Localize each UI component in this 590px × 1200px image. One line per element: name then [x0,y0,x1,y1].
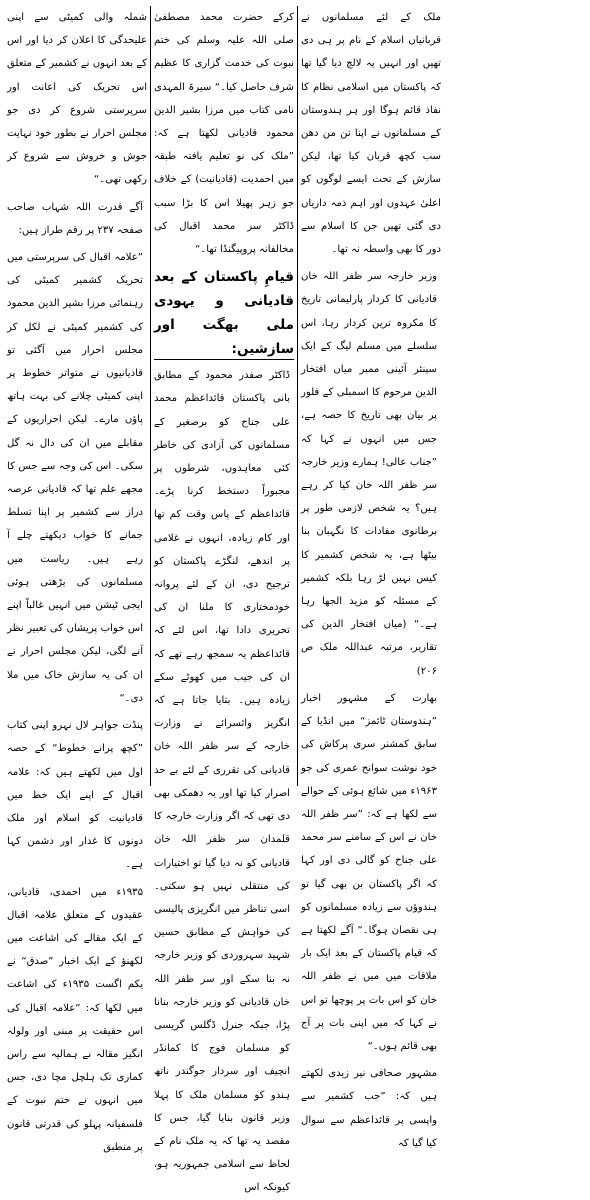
paragraph: ملک کے لئے مسلمانوں نے قربانیاں اسلام کے نام پر ہی دی تھیں اور انہیں یہ لالچ دیا گیا تھا کہ پاکستان میں اسلامی نظام کا نفاذ قائم ہوگا اور ہر ہندوستان کے مسلمانوں نے اپنا تن من دھن سب کچھ قربان کیا تھا، لیکن سازش کے تحت ایسے لوگوں کو اعلیٰ عہدوں اور اہم ذمہ داریاں دی گئی تھیں جن کا اسلام سے دور کا بھی واسطہ نہ تھا۔ [301,12,441,256]
column-divider [297,6,298,786]
paragraph: بھارت کے مشہور اخبار ”ہندوستان ٹائمز“ میں انڈیا کے سابق کمشنر سری پرکاش کی خود نوشت سوانح عمری کی جو ۱۹۶۳ء میں شائع ہوئی کے حوالے سے لکھا ہے کہ: ”سر ظفر اللہ خان نے اس کے سامنے سر محمد علی جناح کو گالی دی اور کہا کہ اگر پاکستان بن بھی گیا تو ہندوؤں سے زیادہ مسلمانوں کو ہی نقصان ہوگا۔“ آگے لکھتا ہے کہ قیام پاکستان کے بعد ایک بار ملاقات میں میں نے ظفر اللہ خان کو اس بات پر پوچھا تو اس نے کہا کہ میں اپنی بات پر آج بھی قائم ہوں۔“ [301,692,437,1052]
column-2 [151,6,297,1194]
paragraph: ۱۹۳۵ء میں احمدی، قادیانی، عقیدوں کے متعلق علامہ اقبال کے ایک مقالے کی اشاعت میں لکھنؤ کے ایک اخبار ”صدق“ نے یکم اگست ۱۹۳۵ء کی اشاعت میں لکھا کہ: ”علامہ اقبال کی اس حقیقت پر مبنی اور ولولہ انگیز مقالہ نے ہمالیہ سے راس کماری تک ہلچل مچا دی، جس میں انہوں نے ختم نبوت کے فلسفیانہ پہلو کی قدرتی قانون پر منطبق [7,886,144,1153]
paragraph: شملہ والی کمیٹی سے اپنی علیحدگی کا اعلان کر دیا اور اس کے بعد انہوں نے کشمیر کے متعلق اس تحریک کی اعانت اور سرپرستی شروع کر دی جو مجلس احرار نے بطور خود نہایت جوش و خروش سے شروع کر رکھی تھی۔“ [7,12,147,186]
paragraph: آگے قدرت اللہ شہاب صاحب صفحہ ۲۳۷ پر رقم طراز ہیں: [7,201,143,236]
column-divider [150,6,151,786]
column-3 [298,6,444,1149]
paragraph: پنڈت جواہر لال نہرو اپنی کتاب ”کچھ پرانے خطوط“ کے حصہ اول میں لکھتے ہیں کہ: علامہ اقبال کے اپنے ایک خط میں قادیانیت کو اسلام اور ملک دونوں کا غدار اور دشمن کہا ہے۔ [7,720,143,871]
paragraph: ”علامہ اقبال کی سرپرستی میں تحریک کشمیر کمیٹی کی رہنمائی مرزا بشیر الدین محمود کی کشمیر کمیٹی نے لکل کر مجلس احرار میں آگئی تو قادیانیوں نے متواتر خطوط پر اپنی کمیٹی چلانے کی بہت ہاتھ پاؤں مارے۔ لیکن احراریوں کے مقابلے میں ان کی دال نہ گل سکی۔ اس کی وجہ سے جس کا مجھے علم تھا کہ قادیانی عرصہ دراز سے کشمیر پر اپنا تسلط جمانے کا خواب دیکھتے چلے آ رہے ہیں۔ ریاست میں مسلمانوں کی بڑھتی ہوئی ایجی ٹیشن میں انہیں غالباً اپنے اس خواب پریشاں کی تعبیر نظر آنے لگی، لیکن مجلس احرار نے ان کی یہ سازش خاک میں ملا دی۔“ [7,252,143,704]
column-1 [4,6,150,1153]
section-heading-text: قیامِ پاکستان کے بعد قادیانی و یہودی ملی بھگت اور سازشیں: [154,269,294,358]
heading-underline [154,359,294,360]
section-heading [154,265,294,360]
paragraph: ڈاکٹر صفدر محمود کے مطابق بانی پاکستان قائداعظم محمد علی جناح کو برصغیر کے مسلمانوں کی آزادی کی خاطر کئی معاہدوں، شرطوں پر مجبوراً دستخط کرنا پڑے۔ قائداعظم کے پاس وقت کم تھا اور کام زیادہ، انہوں نے غلامی پر اندھے، لنگڑے پاکستان کو ترجیح دی، ان کے لئے پروانہ خودمختاری کا ملنا ان کی تحریری دادا تھا، اس لئے کہ قائداعظم یہ سمجھ رہے تھے کہ ان کی جیب میں کھوٹے سکے زیادہ ہیں۔ بتایا جاتا ہے کہ انگریز وائسرائے نے وزارت خارجہ کے سر ظفر اللہ خان قادیانی کی تقرری کے لئے بے حد اصرار کیا تھا اور یہ دھمکی بھی دی تھی کہ اگر وزارت خارجہ کا قلمدان سر ظفر اللہ خان قادیانی کو نہ دیا گیا تو اختیارات کی منتقلی نہیں ہو سکتی۔ اسی تناظر میں انگریزی پالیسی کی خواہش کے مطابق حسین شہید سہروردی کو وزیر خارجہ نہ بنا سکے اور سر ظفر اللہ خان قادیانی کو وزیر خارجہ بنانا پڑا، جبکہ جنرل ڈگلس گریسی کو مسلمان فوج کا کمانڈر انچیف اور سردار جوگندر ناتھ ہندو کو مسلمان ملک کا پہلا وزیر قانون بنایا گیا، جس کا مقصد یہ تھا کہ یہ ملک نام کے لحاظ سے اسلامی جمہوریہ ہو، کیونکہ اس [154,370,290,1194]
paragraph: وزیر خارجہ سر ظفر اللہ خان قادیانی کا کردار پارلیمانی تاریخ کا مکروہ ترین کردار رہا، اس سلسلے میں مسلم لیگ کے ایک سینئر آئینی ممبر میاں افتخار الدین مرحوم کا اسمبلی کے فلور پر بیان بھی تاریخ کا حصہ ہے، جس میں انہوں نے کہا کہ ”جناب عالی! ہمارے وزیر خارجہ سر ظفر اللہ خان کیا کر رہے ہیں؟ یہ شخص لازمی طور پر برطانوی مفادات کا نگہبان بنا بیٹھا ہے، یہ شخص کشمیر کا کیس نہیں لڑ رہا بلکہ کشمیر کے مسئلہ کو مزید الجھا رہا ہے۔“ (میاں افتخار الدین کی تقاریر، مرتبہ عبداللہ ملک ص ۲۰۶) [301,271,437,677]
paragraph: کرکے حضرت محمد مصطفیٰ صلی اللہ علیہ وسلم کی ختم نبوت کی خدمت گزاری کا عظیم شرف حاصل کیا۔“ سیرۃ المہدی نامی کتاب میں مرزا بشیر الدین محمود قادیانی لکھتا ہے کہ: ”ملک کی نو تعلیم یافتہ طبقہ میں احمدیت (قادیانیت) کے خلاف جو زہر پھیلا اس کا بڑا سبب ڈاکٹر سر محمد اقبال کی مخالفانہ پروپیگنڈا تھا۔“ [154,12,294,256]
paragraph: مشہور صحافی نیر زیدی لکھتے ہیں کہ: ”جب کشمیر سے واپسی پر قائداعظم سے سوال کیا گیا کہ [301,1068,437,1149]
